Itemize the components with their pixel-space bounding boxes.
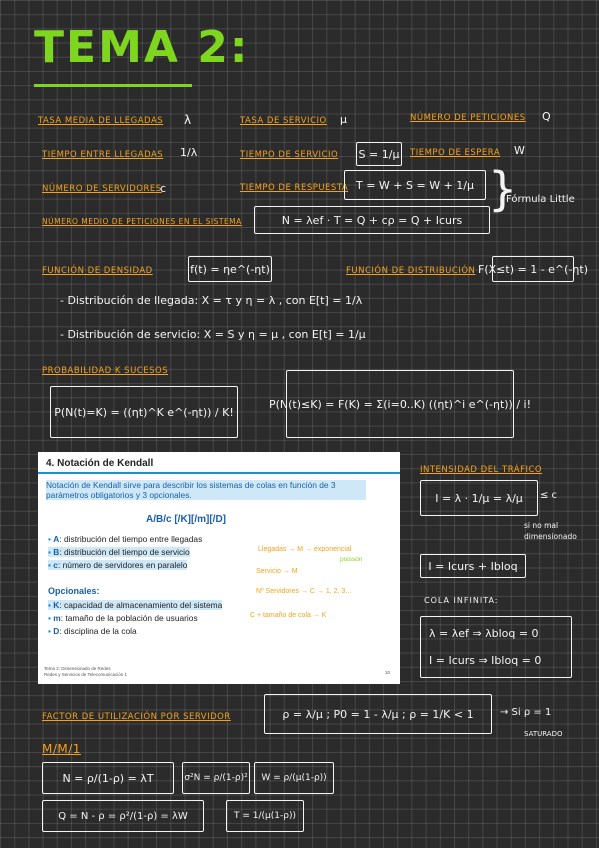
note-tamano: C + tamaño de cola → K (250, 612, 327, 619)
bullet-icon: ▪ (48, 613, 54, 623)
mm1-n-box: N = ρ/(1-ρ) = λT (42, 762, 174, 794)
opcionales-heading: Opcionales: (48, 586, 100, 596)
def-tasa-media: TASA MEDIA DE LLEGADAS (38, 116, 164, 126)
bullet-icon: ▪ (48, 626, 54, 636)
def-tasa-servicio: TASA DE SERVICIO (240, 116, 327, 126)
slide-intro: Notación de Kendall sirve para describir los sistemas de colas en función de 3 parámetros obligatorios y 3 opcionales. (46, 480, 366, 500)
factor-arrow: → Si ρ = 1 (500, 707, 552, 718)
note-llegadas: Llegadas → M → exponencial (258, 546, 352, 553)
slide-heading: 4. Notación de Kendall (46, 458, 154, 469)
saturado-label: SATURADO (524, 730, 563, 738)
formula-little-label: Fórmula Little (506, 194, 575, 205)
kendall-notation: A/B/c [/K][/m][/D] (146, 514, 226, 525)
def-tiempo-respuesta: TIEMPO DE RESPUESTA (240, 183, 349, 193)
slide-page-number: 10 (384, 670, 390, 675)
list-item: ▪ D: disciplina de la cola (48, 626, 137, 636)
def-tiempo-llegadas: TIEMPO ENTRE LLEGADAS (42, 150, 164, 160)
w-symbol: W (514, 144, 525, 157)
c-symbol: c (160, 182, 167, 195)
mm1-var-box: σ²N = ρ/(1-ρ)² (182, 762, 250, 794)
cola-f1: λ = λef ⇒ λbloq = 0 (429, 627, 539, 640)
bullet-icon: ▪ (48, 534, 54, 544)
title-underline (34, 84, 192, 87)
factor-label: FACTOR DE UTILIZACIÓN POR SERVIDOR (42, 712, 231, 722)
factor-formula-box: ρ = λ/μ ; P0 = 1 - λ/μ ; ρ = 1/K < 1 (264, 694, 492, 734)
def-num-servidores: NÚMERO DE SERVIDORES (42, 184, 162, 194)
def-tiempo-servicio: TIEMPO DE SERVICIO (240, 150, 339, 160)
densidad-formula-box: f(t) = ηe^(-ηt) (188, 256, 272, 282)
brace: } (488, 162, 518, 216)
le-c: ≤ c (540, 490, 558, 501)
prob-label: PROBABILIDAD K SUCESOS (42, 366, 169, 376)
slide-footer: Tema 2: Dimensionado de Redes Redes y Servicios de Telecomunicación 1 (44, 666, 127, 677)
densidad-label: FUNCIÓN DE DENSIDAD (42, 266, 153, 276)
t-formula-box: T = W + S = W + 1/μ (344, 170, 486, 200)
cola-f2: I = Icurs ⇒ Ibloq = 0 (429, 654, 542, 667)
prob-formula1-box: P(N(t)=K) = ((ηt)^K e^(-ηt)) / K! (50, 386, 238, 438)
note-servidores: Nº Servidores → C → 1, 2, 3... (256, 588, 352, 595)
mm1-t-box: T = 1/(μ(1-ρ)) (226, 800, 304, 832)
one-over-lambda: 1/λ (180, 146, 198, 159)
list-item: ▪ K: capacidad de almacenamiento del sistema (48, 600, 223, 610)
def-num-medio: NÚMERO MEDIO DE PETICIONES EN EL SISTEMA (42, 217, 242, 226)
s-formula-box: S = 1/μ (356, 142, 402, 166)
mm1-label: M/M/1 (42, 742, 81, 756)
page-title: TEMA 2: (34, 22, 250, 73)
bullet-icon: ▪ (48, 547, 54, 557)
cola-infinita: COLA INFINITA: (424, 596, 499, 605)
mm1-w-box: W = ρ/(μ(1-ρ)) (254, 762, 334, 794)
list-item: ▪ A: distribución del tiempo entre llegadas (48, 534, 203, 544)
kendall-slide (38, 452, 400, 684)
list-item: ▪ B: distribución del tiempo de servicio (48, 547, 190, 557)
n-formula-box: N = λef · T = Q + cρ = Q + Icurs (254, 206, 490, 234)
trafico-formula-box: I = λ · 1/μ = λ/μ (420, 480, 538, 516)
dist-servicio-line: - Distribución de servicio: X = S y η = μ , con E[t] = 1/μ (60, 328, 366, 341)
bullet-icon: ▪ (48, 600, 54, 610)
mu-symbol: μ (340, 113, 347, 126)
distribucion-formula-box: F(X≤t) = 1 - e^(-ηt) (492, 256, 574, 282)
distribucion-label: FUNCIÓN DE DISTRIBUCIÓN (346, 266, 476, 276)
q-symbol: Q (542, 110, 551, 123)
list-item: ▪ c: número de servidores en paralelo (48, 560, 188, 570)
slide-header (38, 452, 400, 474)
trafico-label: INTENSIDAD DEL TRÁFICO (420, 465, 543, 475)
trafico-note: si no mal dimensionado (524, 521, 577, 541)
dist-llegada-line: - Distribución de llegada: X = τ y η = λ , con E[t] = 1/λ (60, 294, 363, 307)
prob-formula2-box: P(N(t)≤K) = F(K) = Σ(i=0..K) ((ηt)^i e^(-ηt)) / i! (286, 370, 514, 438)
cola-infinita-box (420, 616, 572, 678)
icurs-box: I = Icurs + Ibloq (420, 554, 526, 578)
mm1-q-box: Q = N - ρ = ρ²/(1-ρ) = λW (42, 800, 204, 832)
def-num-peticiones: NÚMERO DE PETICIONES (410, 113, 526, 123)
list-item: ▪ m: tamaño de la población de usuarios (48, 613, 198, 623)
def-tiempo-espera: TIEMPO DE ESPERA (410, 148, 501, 158)
note-servicio: Servicio → M (256, 568, 298, 575)
note-poisson: poisson (340, 556, 363, 563)
lambda-symbol: λ (184, 113, 192, 127)
bullet-icon: ▪ (48, 560, 54, 570)
